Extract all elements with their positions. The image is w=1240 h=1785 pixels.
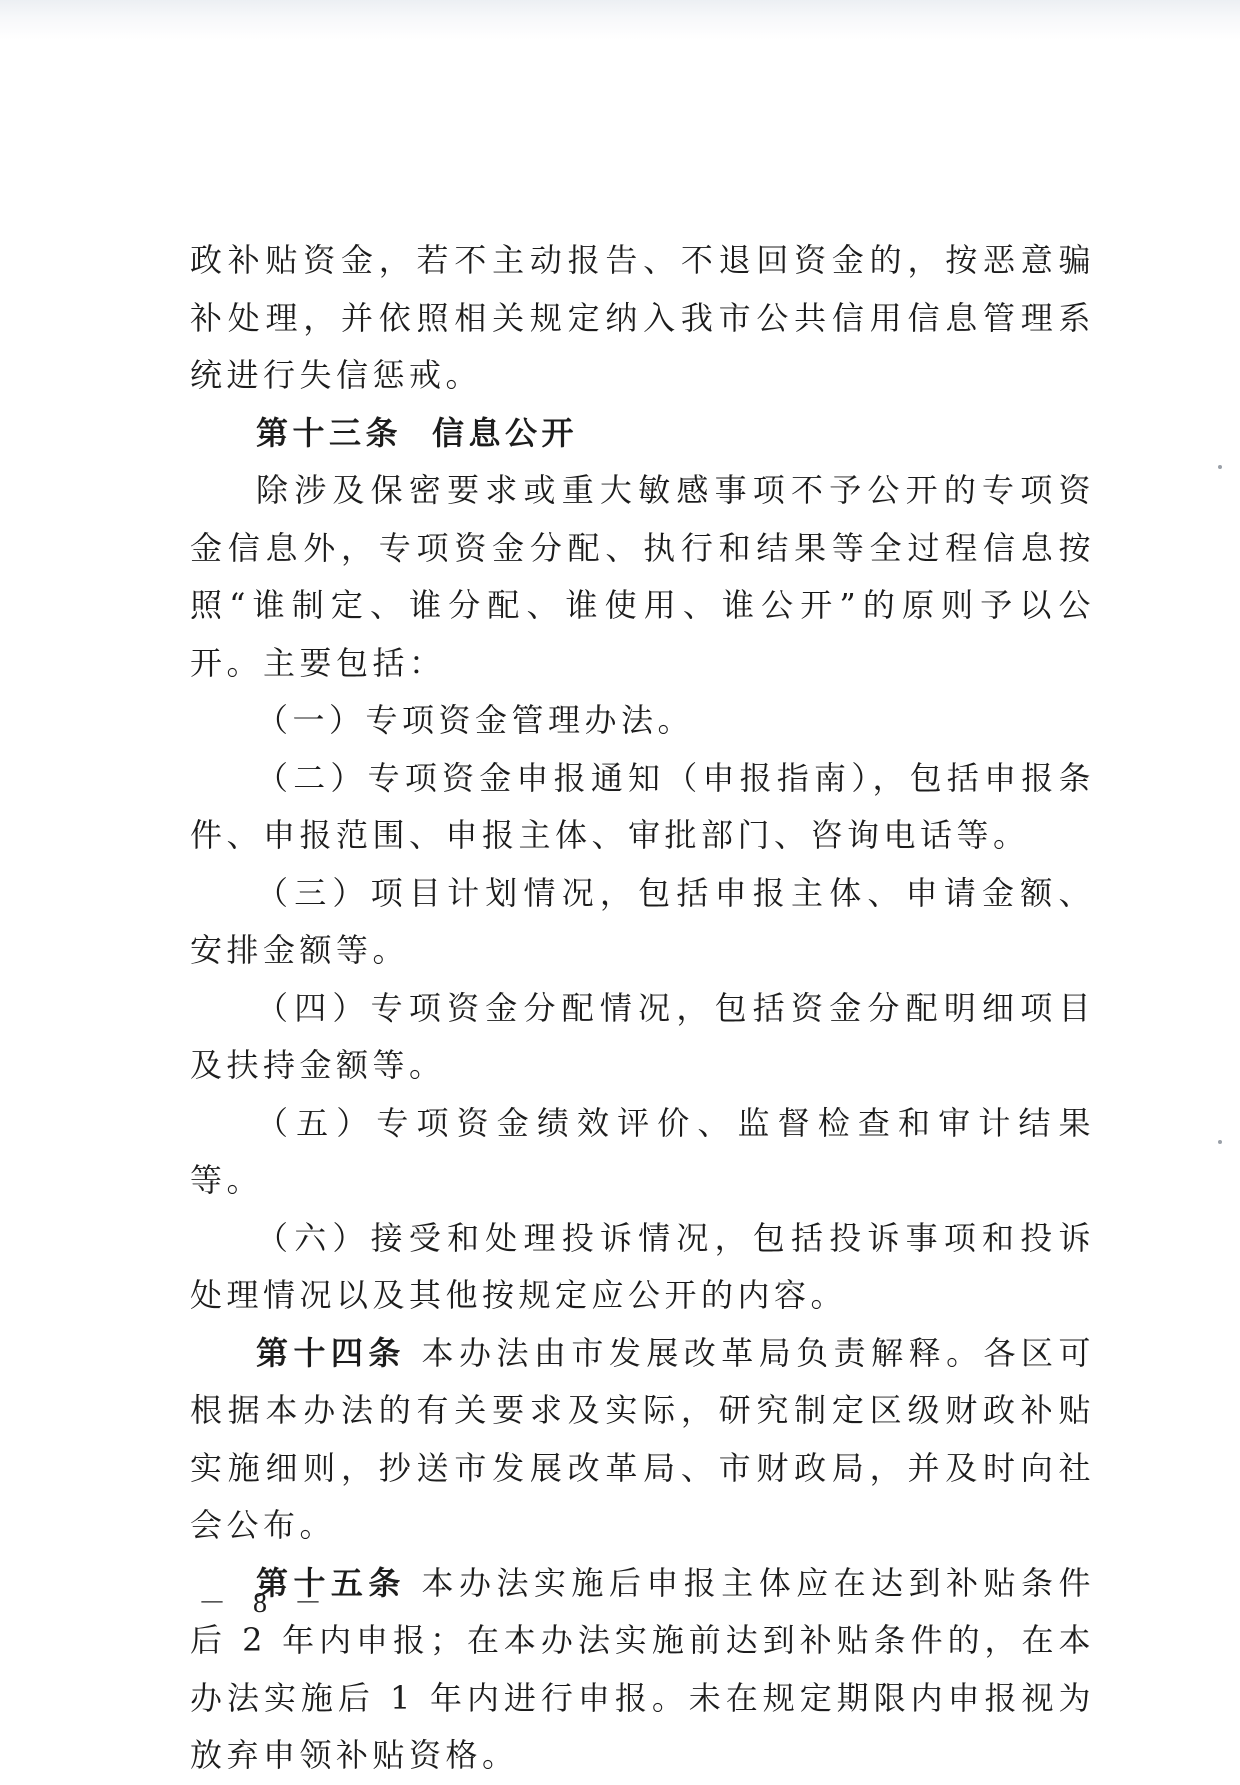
article-13-item-4: （四）专项资金分配情况，包括资金分配明细项目及扶持金额等。 (190, 988, 1095, 1084)
article-13-item-2: （二）专项资金申报通知（申报指南），包括申报条件、申报范围、申报主体、审批部门、咨询电话等。 (190, 758, 1095, 854)
article-13-heading (190, 405, 1095, 463)
article-13-intro: 除涉及保密要求或重大敏感事项不予公开的专项资金信息外，专项资金分配、执行和结果等全过程信息按照“谁制定、谁分配、谁使用、谁公开”的原则予以公开。主要包括： (190, 471, 1095, 682)
continuation-paragraph: 政补贴资金，若不主动报告、不退回资金的，按恶意骗补处理，并依照相关规定纳入我市公共信用信息管理系统进行失信惩戒。 (190, 241, 1095, 394)
article-14-paragraph (190, 1325, 1095, 1555)
article-14-number: 第十四条 (256, 1333, 406, 1372)
scan-speck (1218, 465, 1222, 469)
scan-speck (1218, 1140, 1222, 1144)
article-13-title: 信息公开 (432, 413, 579, 452)
article-15-text: 本办法实施后申报主体应在达到补贴条件后 2 年内申报；在本办法实施前达到补贴条件的，在本办法实施后 1 年内进行申报。未在规定期限内申报视为放弃申领补贴资格。 (190, 1563, 1095, 1774)
article-15-number: 第十五条 (256, 1563, 406, 1602)
article-13-number: 第十三条 (256, 413, 403, 452)
article-13-item-3: （三）项目计划情况，包括申报主体、申请金额、安排金额等。 (190, 873, 1095, 969)
page-number: － 8 － (198, 1588, 333, 1619)
article-13-item-5: （五）专项资金绩效评价、监督检查和审计结果等。 (190, 1103, 1095, 1199)
article-13-item-6: （六）接受和处理投诉情况，包括投诉事项和投诉处理情况以及其他按规定应公开的内容。 (190, 1218, 1095, 1314)
article-13-item-1: （一）专项资金管理办法。 (256, 701, 695, 739)
article-14-text: 本办法由市发展改革局负责解释。各区可根据本办法的有关要求及实际，研究制定区级财政补贴实施细则，抄送市发展改革局、市财政局，并及时向社会公布。 (190, 1333, 1095, 1544)
document-body (190, 232, 1095, 1785)
